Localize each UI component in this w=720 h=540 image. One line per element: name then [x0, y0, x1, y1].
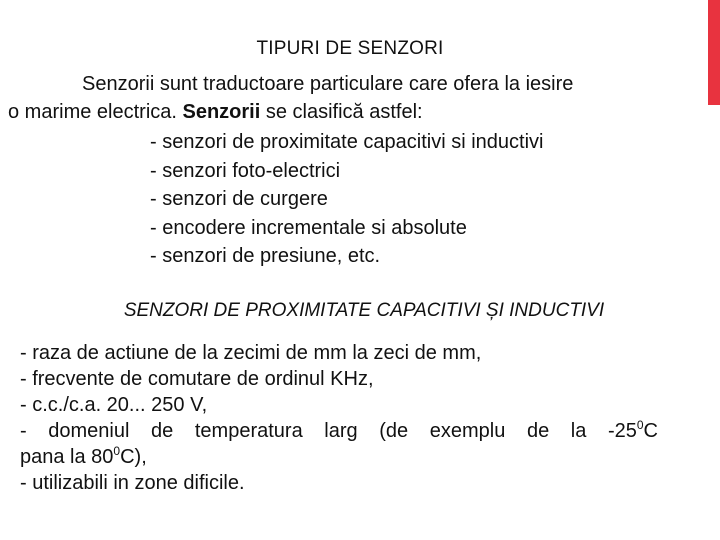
degree-superscript: 0: [636, 418, 644, 432]
details-block: [20, 340, 658, 496]
list-item: - senzori de proximitate capacitivi si inductivi: [150, 131, 544, 153]
intro-bold-word: Senzorii: [182, 101, 261, 123]
detail-line: - frecvente de comutare de ordinul KHz,: [20, 368, 374, 390]
list-item: - senzori de curgere: [150, 188, 328, 210]
intro-line-2-start: o marime electrica.: [8, 101, 183, 123]
list-item: - senzori de presiune, etc.: [150, 245, 381, 267]
detail-text: C: [643, 420, 658, 442]
detail-text: - domeniul de temperatura larg (de exemplu de la -25: [20, 420, 637, 442]
list-item: - encodere incrementale si absolute: [150, 216, 467, 239]
slide-title: TIPURI DE SENZORI: [256, 38, 444, 59]
intro-line-2-end: se clasifică astfel:: [260, 101, 423, 123]
detail-line-temperature-end: [20, 444, 658, 470]
degree-superscript: 0: [113, 444, 121, 458]
detail-line-temperature: [20, 418, 658, 444]
accent-bar: [708, 0, 720, 105]
detail-text: C),: [120, 446, 147, 468]
intro-line-2: [8, 98, 423, 126]
detail-line: - raza de actiune de la zecimi de mm la zeci de mm,: [20, 342, 482, 364]
intro-line-1: Senzorii sunt traductoare particulare care ofera la iesire: [82, 73, 574, 95]
list-item: - senzori foto-electrici: [150, 159, 341, 182]
detail-text: pana la 80: [20, 446, 114, 468]
detail-line: - c.c./c.a. 20... 250 V,: [20, 394, 208, 416]
detail-line: - utilizabili in zone dificile.: [20, 472, 245, 494]
section-subtitle: SENZORI DE PROXIMITATE CAPACITIVI ȘI INDUCTIVI: [123, 300, 605, 321]
sensor-types-list: [150, 128, 544, 271]
